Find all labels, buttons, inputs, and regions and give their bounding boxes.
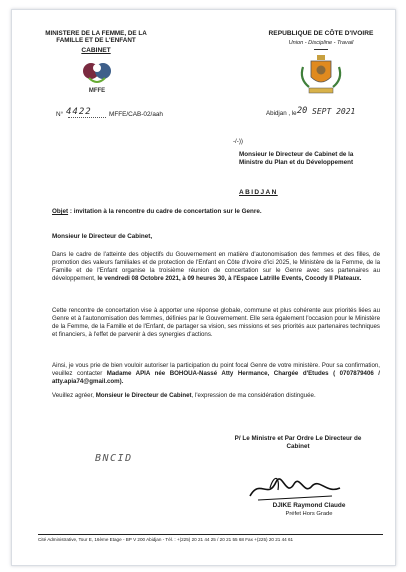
p4-text-c: , l'expression de ma considération distinguée. [191,392,316,399]
p3-contact: Madame APIA née BOHOUA-Nassé Atty Hermance, Chargée d'Etudes ( 0707879406 / atty.apia74@gmail.com). [52,370,380,386]
signature-authority: P/ Le Ministre et Par Ordre Le Directeur de Cabinet [234,435,362,450]
date-place: Abidjan , le [266,110,297,117]
republic-title: REPUBLIQUE DE CÔTE D'IVOIRE [268,30,374,37]
signature-scribble [230,438,368,510]
closing-paragraph [52,392,380,400]
salutation: Monsieur le Directeur de Cabinet, [52,233,153,240]
p4-text-a: Veuillez agréer, [52,392,96,399]
subject-line [52,208,382,215]
handwritten-annotation: BNCID [95,453,133,464]
p1-event-details: le vendredi 08 Octobre 2021, à 09 heures 30, à l'Espace Latrille Events, Cocody II Plateaux. [97,275,362,283]
footer-contact: Cité Administrative, Tour E, 16ème Etage - BP V 200 Abidjan - Tél. : +(225) 20 21 44 25 / 20 21 55 68 Fax +(225) 20 21 44 61 [38,537,294,542]
addressee-mark: -/-)) [233,138,243,145]
date-month-year: SEPT 2021 [312,107,356,116]
addressee-block: Monsieur le Directeur de Cabinet de la Ministre du Plan et du Développement [239,151,354,166]
reference-number: 4422 [66,107,92,117]
body-paragraph-1 [52,251,380,283]
body-paragraph-3 [52,362,380,386]
national-motto: Union - Discipline - Travail [288,40,354,46]
cabinet-label: CABINET [81,47,111,54]
footer-divider [38,534,383,535]
subject-label: Objet [52,208,69,215]
reference-prefix: N° [56,111,64,118]
reference-dotted-line [68,117,106,118]
subject-text: : invitation à la rencontre du cadre de concertation sur le Genre. [68,208,262,215]
p4-addressee: Monsieur le Directeur de Cabinet [95,392,192,399]
motto-divider [314,49,328,50]
addressee-city: ABIDJAN [239,189,278,196]
body-paragraph-2: Cette rencontre de concertation vise à apporter une réponse globale, commune et plus cohérente aux priorités liées au Genre et à l'autonomisation des femmes, définies par le Gouvernement. Elle sera également l'occasion pour le Ministère de la Femme, de la Famille et de l'Enfant, de partager sa vision, ses missions et ses priorités aux partenaires techniques et financiers, à l'effet de parvenir à des synergies d'actions. [52,307,380,339]
p3-text: Ainsi, je vous prie de bien vouloir autoriser la participation du point focal Genre de votre ministère. Pour sa confirmation, veuillez contacter [52,362,380,378]
reference-suffix: MFFE/CAB-02/aah [109,111,163,118]
date-day: 20 [297,106,308,116]
ministry-logo [77,56,117,96]
ministry-name: MINISTERE DE LA FEMME, DE LA FAMILLE ET DE L'ENFANT [45,30,147,45]
logo-text: MFFE [88,88,106,94]
signatory-name: DJIKE Raymond Claude [272,502,346,509]
p1-text: Dans le cadre de l'atteinte des objectifs du Gouvernement en matière d'autonomisation des femmes et des filles, de promotion des valeurs familiales et de protection de l'Enfant en Côte d'Ivoire d'ici 2025, le Ministère de la Femme, de la Famille et de l'Enfant organise la troisième réunion de concertation sur le Genre avec ses partenaires au développement, [52,251,380,283]
signatory-title: Préfet Hors Grade [285,511,333,517]
coat-of-arms-emblem [297,53,345,97]
letter-page [11,9,396,566]
